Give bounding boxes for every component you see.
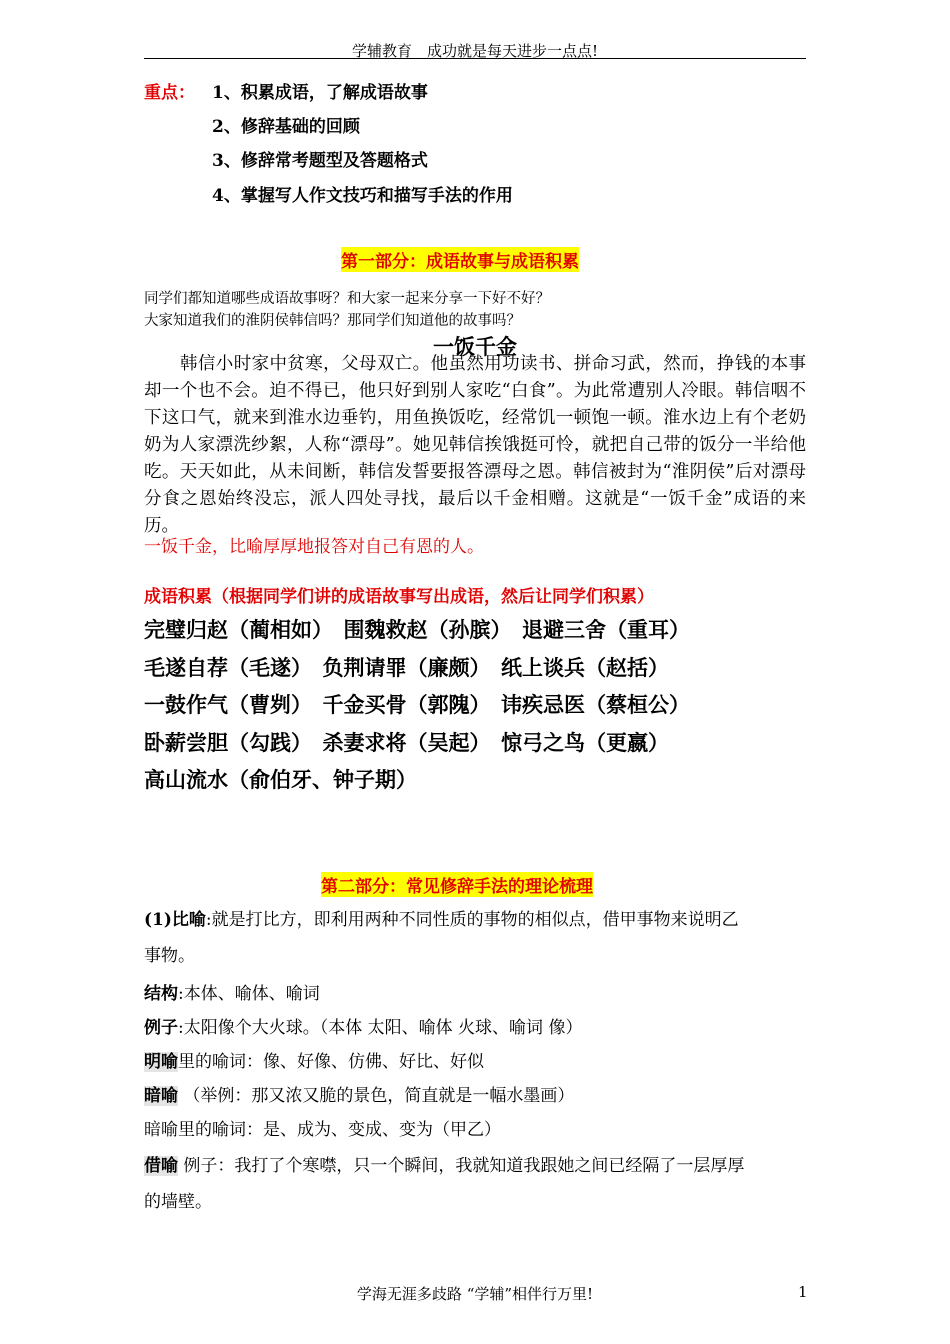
section1-intro-1: 同学们都知道哪些成语故事呀？和大家一起来分享一下好不好？	[144, 291, 550, 307]
section2-title: 第二部分：常见修辞手法的理论梳理	[321, 872, 593, 897]
metaphor-definition-line-1	[144, 905, 739, 930]
key-point-3: 3、修辞常考题型及答题格式	[212, 151, 428, 171]
idiom-line-5: 高山流水（俞伯牙、钟子期）	[144, 767, 417, 792]
section1-intro-2: 大家知道我们的淮阴侯韩信吗？那同学们知道他的故事吗？	[144, 313, 521, 329]
story-moral: 一饭千金，比喻厚厚地报答对自己有恩的人。	[144, 537, 484, 557]
simile-line	[144, 1047, 484, 1072]
structure-text: :本体、喻体、喻词	[178, 984, 320, 1004]
idiom-heading: 成语积累（根据同学们讲的成语故事写出成语，然后让同学们积累）	[144, 587, 654, 607]
borrowed-metaphor-line-1	[144, 1151, 744, 1176]
header-rule	[144, 58, 806, 59]
idiom-line-2: 毛遂自荐（毛遂） 负荆请罪（廉颇） 纸上谈兵（赵括）	[144, 655, 669, 680]
structure-line	[144, 979, 320, 1004]
structure-label: 结构	[144, 984, 178, 1004]
section1-title: 第一部分：成语故事与成语积累	[341, 247, 579, 272]
simile-label: 明喻	[144, 1052, 178, 1072]
idiom-line-1: 完璧归赵（蔺相如） 围魏救赵（孙膑） 退避三舍（重耳）	[144, 617, 690, 642]
metaphor-definition-line-2: 事物。	[144, 946, 195, 966]
idiom-line-4: 卧薪尝胆（勾践） 杀妻求将（吴起） 惊弓之鸟（更嬴）	[144, 730, 669, 755]
story-paragraph: 韩信小时家中贫寒，父母双亡。他虽然用功读书、拼命习武，然而，挣钱的本事却一个也不会。迫不得已，他只好到别人家吃“白食”。为此常遭别人冷眼。韩信咽不下这口气，就来到淮水边垂钓，用鱼换饭吃，经常饥一顿饱一顿。淮水边上有个老奶奶为人家漂洗纱絮，人称“漂母”。她见韩信挨饿挺可怜，就把自己带的饭分一半给他吃。天天如此，从未间断，韩信发誓要报答漂母之恩。韩信被封为“淮阴侯”后对漂母分食之恩始终没忘，派人四处寻找，最后以千金相赠。这就是“一饭千金”成语的来历。	[144, 354, 806, 536]
key-point-1: 1、积累成语，了解成语故事	[212, 83, 428, 103]
key-point-2: 2、修辞基础的回顾	[212, 117, 360, 137]
idiom-line-3: 一鼓作气（曹刿） 千金买骨（郭隗） 讳疾忌医（蔡桓公）	[144, 692, 690, 717]
key-point-4: 4、掌握写人作文技巧和描写手法的作用	[212, 186, 513, 206]
implicit-metaphor-words: 暗喻里的喻词：是、成为、变成、变为（甲乙）	[144, 1120, 501, 1140]
implicit-metaphor-text: （举例：那又浓又脆的景色，简直就是一幅水墨画）	[178, 1086, 575, 1106]
implicit-metaphor-line	[144, 1081, 574, 1106]
example-label: 例子	[144, 1018, 178, 1038]
borrowed-metaphor-line-2: 的墙壁。	[144, 1192, 212, 1212]
page-number: 1	[798, 1283, 808, 1301]
page-footer: 学海无涯多歧路 “学辅”相伴行万里!	[356, 1285, 594, 1303]
borrowed-metaphor-text: 例子：我打了个寒噤，只一个瞬间，我就知道我跟她之间已经隔了一层厚厚	[178, 1156, 745, 1176]
metaphor-label: (1)比喻	[144, 910, 206, 930]
simile-text: 里的喻词：像、好像、仿佛、好比、好似	[178, 1052, 484, 1072]
page-header: 学辅教育 成功就是每天进步一点点!	[351, 42, 599, 60]
story-title: 一饭千金	[433, 334, 517, 359]
example-text: :太阳像个大火球。（本体 太阳、喻体 火球、喻词 像）	[178, 1018, 583, 1038]
key-points-label: 重点：	[144, 83, 195, 103]
implicit-metaphor-label: 暗喻	[144, 1086, 178, 1106]
borrowed-metaphor-label: 借喻	[144, 1156, 178, 1176]
example-line	[144, 1013, 582, 1038]
metaphor-definition: :就是打比方，即利用两种不同性质的事物的相似点，借甲事物来说明乙	[205, 910, 739, 930]
